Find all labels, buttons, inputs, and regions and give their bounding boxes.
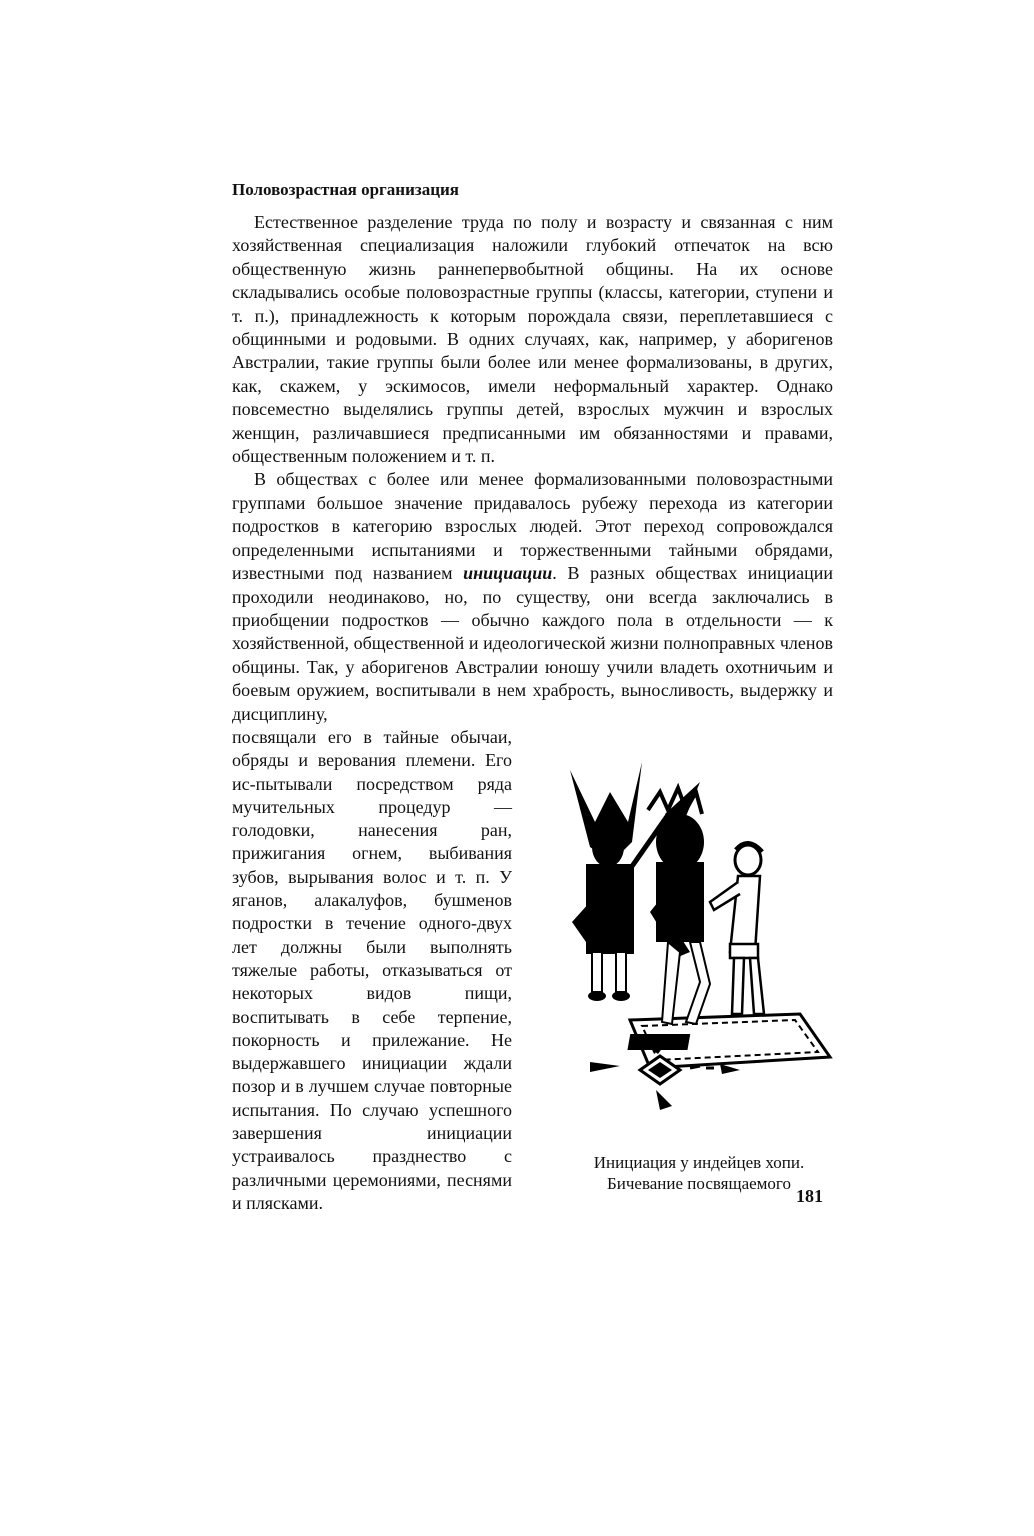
term-initiation: инициации (463, 563, 553, 584)
paragraph-1: Естественное разделение труда по полу и возрасту и связанная с ним хозяйственная специализация наложили глубокий отпечаток на всю общественную жизнь раннепервобытной общины. На их основе складывались особые половозрастные группы (классы, категории, ступени и т. п.), принадлежность к которым порождала связи, переплетавшиеся с общинными и родовыми. В одних случаях, как, например, у аборигенов Австралии, такие группы были более или менее формализованы, в других, как, скажем, у эскимосов, имели неформальный характер. Однако повсеместно выделялись группы детей, взрослых мужчин и взрослых женщин, различавшиеся предписанными им обязанностями и правами, общественным положением и т. п. (232, 212, 833, 467)
caption-line-2: Бичевание посвящаемого (607, 1173, 791, 1193)
paragraph-2-text-b: . В разных обществах инициации проходили неодинаково, но, по существу, они всегда заключались в приобщении подростков — обычно каждого пола в отдельности — к хозяйственной, общественной и идеологической жизни полноправных членов общины. Так, у аборигенов Австралии юношу учили владеть охотничьим и боевым оружием, воспитывали в нем храбрость, выносливость, выдержку и дисциплину, (232, 563, 833, 724)
caption-line-1: Инициация у индейцев хопи. (593, 1152, 805, 1172)
figure-caption (564, 1152, 834, 1194)
paragraph-2 (232, 468, 833, 725)
left-column-text: посвящали его в тайные обычаи, обряды и верования племени. Его ис-пытывали посредством ряда мучительных процедур — голодовки, нанесения ран, прижигания огнем, выбивания зубов, вырывания волос и т. п. У яганов, алакалуфов, бушменов подростки в течение одного-двух лет должны были выполнять тяжелые работы, отказываться от некоторых видов пищи, воспитывать в себе терпение, покорность и прилежание. Не выдержавшего инициации ждали позор и в лучшем случае повторные испытания. По случаю успешного завершения инициации устраивалось празднество с различными церемониями, песнями и плясками. (232, 726, 512, 1213)
paragraph-2-text-a: В обществах с более или менее формализованными половозрастными группами большое значение придавалось рубежу перехода из категории подростков в категорию взрослых людей. Этот переход сопровождался определенными испытаниями и торжественными тайными обрядами, известными под названием (232, 469, 833, 584)
section-heading: Половозрастная организация (232, 180, 459, 199)
page-number: 181 (796, 1186, 823, 1206)
illustration-hopi-initiation (550, 752, 840, 1132)
illustration-drawing (550, 752, 840, 1132)
